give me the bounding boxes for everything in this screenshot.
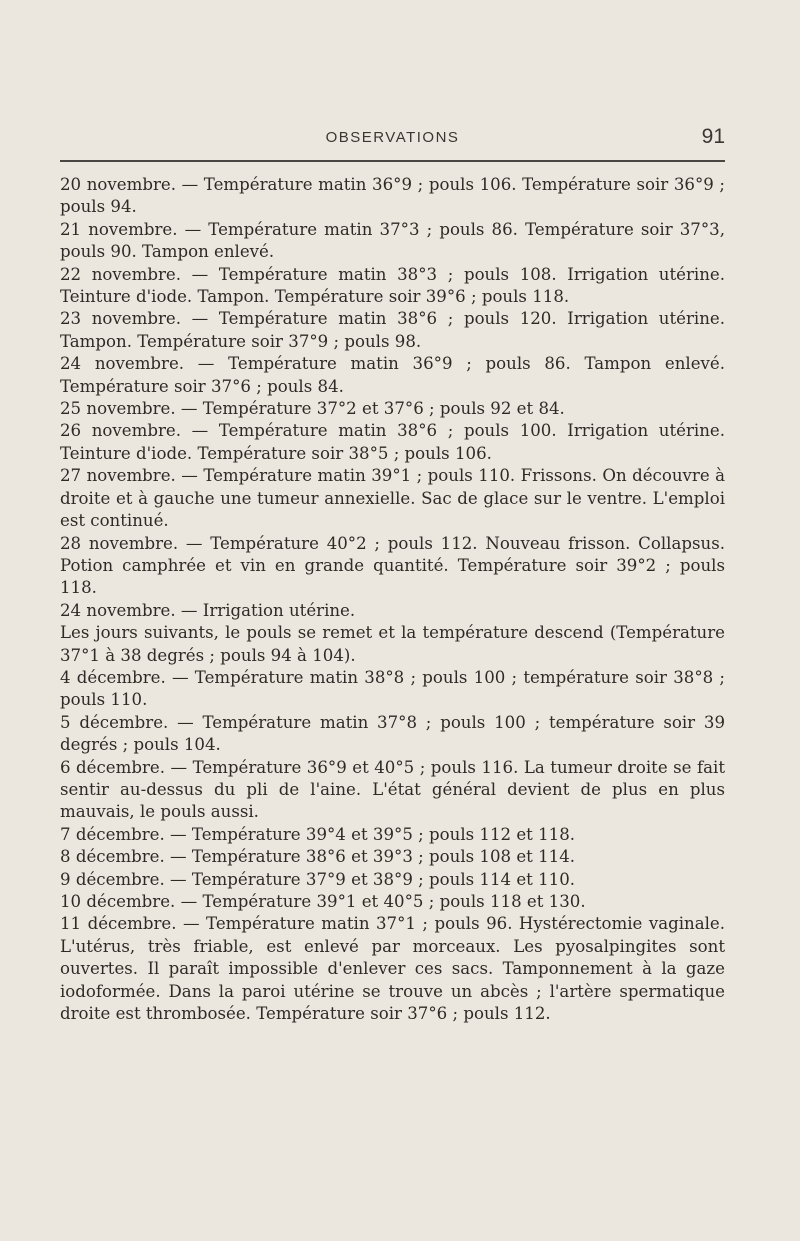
paragraph-dec-7: 7 décembre. — Température 39°4 et 39°5 ; pouls 112 et 118.	[60, 824, 576, 844]
page-header	[60, 125, 725, 159]
paragraph-dec-11: 11 décembre. — Température matin 37°1 ; pouls 96. Hystérectomie vaginale. L'utérus, très friable, est enlevé par morceaux. Les pyosalpingites sont ouvertes. Il paraît impossible d'enlever ces sacs. Tamponnement à la gaze iodoformée. Dans la paroi utérine se trouve un abcès ; l'artère spermatique droite est thrombosée. Température soir 37°6 ; pouls 112.	[60, 914, 725, 1024]
paragraph-nov-23: 23 novembre. — Température matin 38°6 ; pouls 120. Irrigation utérine. Tampon. Température soir 37°9 ; pouls 98.	[60, 309, 725, 351]
paragraph-dec-4: 4 décembre. — Température matin 38°8 ; pouls 100 ; température soir 38°8 ; pouls 110.	[60, 667, 725, 710]
paragraph-dec-8: 8 décembre. — Température 38°6 et 39°3 ; pouls 108 et 114.	[60, 847, 576, 867]
paragraph-dec-6: 6 décembre. — Température 36°9 et 40°5 ; pouls 116. La tumeur droite se fait sentir au-dessus du pli de l'aine. L'état général devient de plus en plus mauvais, le pouls aussi.	[60, 757, 725, 822]
body-text	[60, 174, 725, 1025]
paragraph-dec-10: 10 décembre. — Température 39°1 et 40°5 ; pouls 118 et 130.	[60, 892, 586, 911]
paragraph-nov-28: 28 novembre. — Température 40°2 ; pouls 112. Nouveau frisson. Collapsus. Potion camphrée et vin en grande quantité. Température soir 39°2 ; pouls 118.	[60, 533, 725, 598]
page-number: 91	[701, 125, 725, 148]
paragraph-nov-24: 24 novembre. — Température matin 36°9 ; pouls 86. Tampon enlevé. Température soir 37°6 ; pouls 84.	[60, 354, 725, 396]
paragraph-dec-9: 9 décembre. — Température 37°9 et 38°9 ; pouls 114 et 110.	[60, 869, 576, 889]
paragraph-nov-22: 22 novembre. — Température matin 38°3 ; pouls 108. Irrigation utérine. Teinture d'iode. Tampon. Température soir 39°6 ; pouls 118.	[60, 264, 725, 307]
paragraph-nov-25: 25 novembre. — Température 37°2 et 37°6 ; pouls 92 et 84.	[60, 399, 565, 419]
paragraph-following-days: Les jours suivants, le pouls se remet et la température descend (Température 37°1 à 38 degrés ; pouls 94 à 104).	[60, 623, 725, 665]
header-rule	[60, 160, 725, 162]
paragraph-nov-27: 27 novembre. — Température matin 39°1 ; pouls 110. Frissons. On découvre à droite et à gauche une tumeur annexielle. Sac de glace sur le ventre. L'emploi est continué.	[60, 466, 725, 531]
paragraph-nov-21: 21 novembre. — Température matin 37°3 ; pouls 86. Température soir 37°3, pouls 90. Tampon enlevé.	[60, 219, 725, 262]
paragraph-dec-5: 5 décembre. — Température matin 37°8 ; pouls 100 ; température soir 39 degrés ; pouls 104.	[60, 712, 725, 755]
paragraph-nov-26: 26 novembre. — Température matin 38°6 ; pouls 100. Irrigation utérine. Teinture d'iode. Température soir 38°5 ; pouls 106.	[60, 421, 725, 463]
paragraph-nov-24-irrigation: 24 novembre. — Irrigation utérine.	[60, 600, 356, 620]
paragraph-nov-20: 20 novembre. — Température matin 36°9 ; pouls 106. Température soir 36°9 ; pouls 94.	[60, 175, 725, 217]
running-title: OBSERVATIONS	[325, 129, 460, 146]
